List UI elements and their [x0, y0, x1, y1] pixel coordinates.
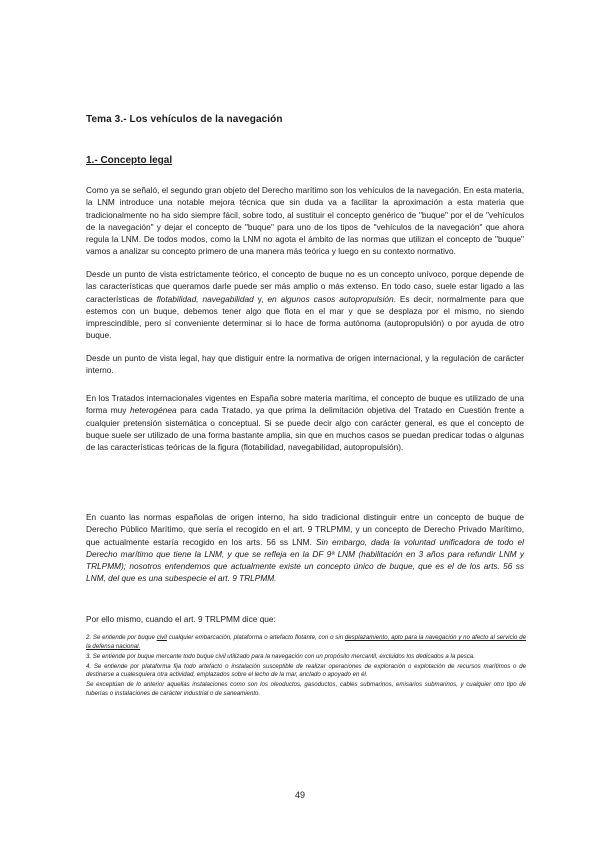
- emphasis-span: flotabilidad, navegabilidad: [156, 293, 254, 304]
- text-span: Desde un punto de vista estrictamente teórico, el concepto de buque no es un concepto unívoco, porque depende de las características que queramos darle puede ser más amplio o más extenso. En todo caso, suele estar ligado a las características de: [86, 269, 524, 304]
- underlined-span: desplazamiento, apto para la navegación y no afecto al servicio de la defensa nacional.: [86, 634, 526, 650]
- emphasis-span: Sin embargo, dada la voluntad unificadora de todo el Derecho marítimo que tiene la LNM, y que se refleja en la DF 9ª LNM (habilitación en 3 años para refundir LNM y TRLPMM); nosotros entendemos que actualmente existe un concepto único de buque, que es el de los arts. 56 ss LNM, del que es una subespecie el art. 9 TRLPMM.: [86, 536, 524, 584]
- paragraph-theoretical: [86, 268, 524, 342]
- article-item: Se exceptúan de lo anterior aquellas instalaciones como son los oleoductos, gasoductos, cables submarinos, emisarios submarinos, y cualquier otro tipo de tuberías o instalaciones de carácter industrial o de saneamiento.: [86, 681, 526, 697]
- emphasis-span: en algunos casos autopropulsión: [267, 293, 394, 304]
- article-item: [86, 634, 526, 651]
- paragraph-spanish-norms: [86, 511, 524, 585]
- paragraph-legal: Desde un punto de vista legal, hay que distiguir entre la normativa de origen internacional, y la regulación de carácter interno.: [86, 353, 524, 376]
- text-span: . Es decir, normalmente para que estemos con un buque, debemos tener algo que flota en el mar y que se desplaza por el mismo, no siendo imprescindible, pero sí conveniente determinar si lo hace de forma autónoma (autopropulsión) o por ayuda de otro buque.: [86, 293, 524, 341]
- paragraph-lead-in: Por ello mismo, cuando el art. 9 TRLPMM dice que:: [86, 614, 276, 624]
- text-span: para cada Tratado, ya que prima la delimitación objetiva del Tratado en Cuestión frente a cualquier pretensión sistemática o conceptual. Si se puede decir algo con carácter general, es que el concepto de buque suele ser utilizado de una forma bastante amplia, sin que en muchos casos se puedan predicar todas o algunas de las características teóricas de la figura (flotabilidad, navegabilidad, autopropulsión).: [86, 405, 524, 453]
- quoted-article-block: [86, 634, 526, 700]
- article-item: 3. Se entiende por buque mercante todo buque civil utilizado para la navegación con un propósito mercantil, excluidos los dedicados a la pesca.: [86, 652, 475, 660]
- article-item: 4. Se entiende por plataforma fija todo artefacto o instalación susceptible de realizar operaciones de exploración o explotación de recursos marítimos o de destinarse a cualesquiera otra actividad, emplazados sobre el lecho de la mar, anclado o apoyado en él.: [86, 662, 526, 679]
- text-span: cualquier embarcación, plataforma o artefacto flotante, con o sin: [166, 634, 345, 641]
- underlined-span: civil: [156, 634, 167, 641]
- page-title: Tema 3.- Los vehículos de la navegación: [86, 114, 283, 125]
- page-number: 49: [294, 790, 305, 800]
- section-heading: 1.- Concepto legal: [86, 155, 173, 166]
- text-span: 2. Se entiende por buque: [86, 634, 157, 641]
- text-span: En cuanto las normas españolas de origen interno, ha sido tradicional distinguir entre un concepto de buque de Derecho Público Marítimo, que sería el recogido en el art. 9 TRLPMM, y un concepto de Derecho Privado Marítimo, que actualmente estaría recogido en los arts. 56 ss LNM.: [86, 512, 524, 547]
- paragraph-treaties: [86, 392, 524, 453]
- emphasis-span: heterogénea: [129, 405, 177, 416]
- text-span: y,: [253, 293, 268, 304]
- paragraph-intro: Como ya se señaló, el segundo gran objeto del Derecho marítimo son los vehículos de la navegación. En esta materia, la LNM introduce una notable mejora técnica que sin duda va a facilitar la aproximación a esta materia que tradicionalmente no ha sido siempre fácil, sobre todo, al sustituir el concepto genérico de "buque" por el de "vehículos de la navegación" y dejar el concepto de "buque" para uno de los tipos de "vehículos de la navegación" que ahora regula la LNM. De todos modos, como la LNM no agota el ámbito de las normas que utilizan el concepto de "buque" vamos a analizar su concepto primero de una manera más teórica y luego en su contexto normativo.: [86, 185, 524, 257]
- text-span: En los Tratados internacionales vigentes en España sobre materia marítima, el concepto de buque es utilizado de una forma muy: [86, 393, 524, 416]
